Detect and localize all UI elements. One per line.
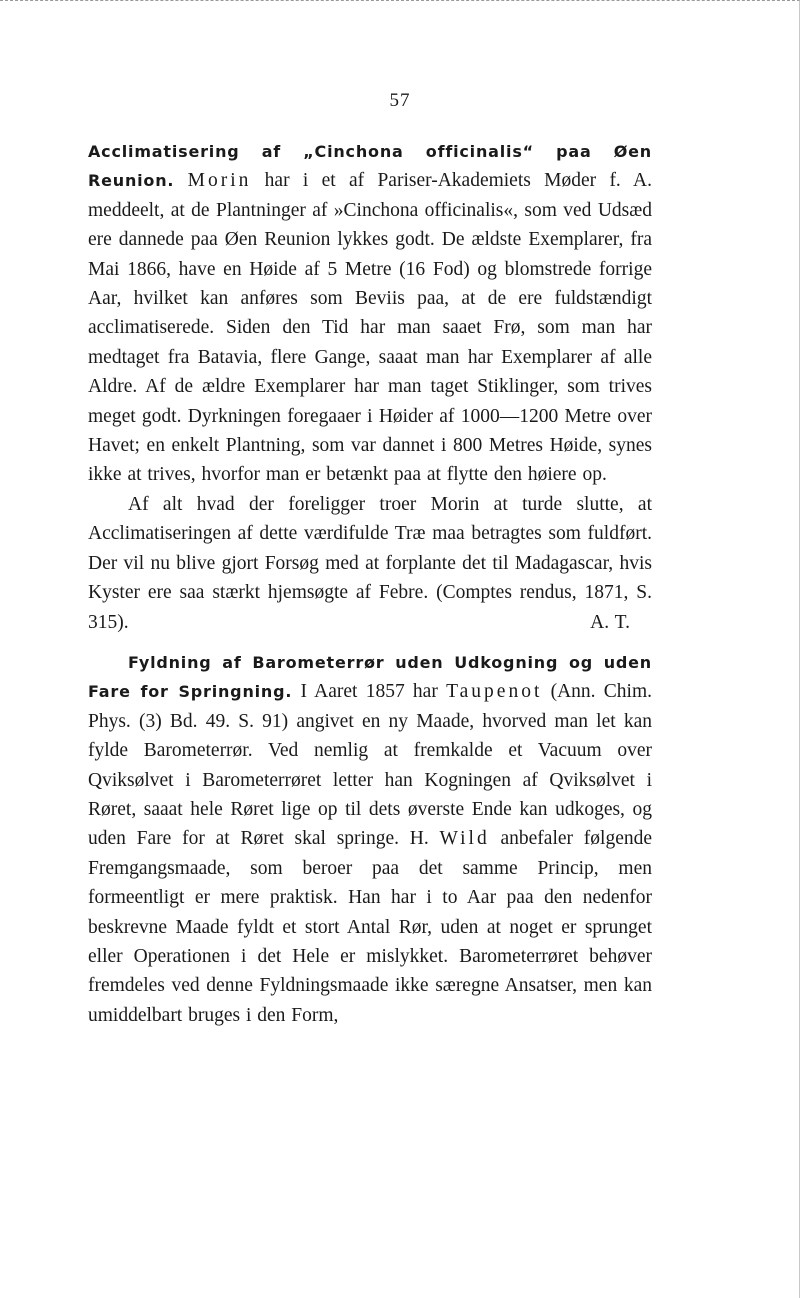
article-cinchona-paragraph-2 [88, 490, 652, 637]
text-column [88, 137, 652, 1030]
page-number: 57 [389, 90, 411, 111]
article-barometer-intro: I Aaret 1857 har [292, 681, 447, 703]
article-cinchona-paragraph-1 [88, 137, 652, 490]
signature: A. T. [590, 611, 630, 633]
article-cinchona-body-1: har i et af Pariser-Akademiets Møder f. A. meddeelt, at de Plantninger af »Cinchona officinalis«, som ved Udsæd ere dannede paa Øen Reunion lykkes godt. De ældste Exemplarer, fra Mai 1866, have en Høide af 5 Metre (16 Fod) og blomstrede forrige Aar, hvilket kan anføres som Beviis paa, at de ere fuldstændigt acclimatiserede. Siden den Tid har man saaet Frø, som man har medtaget fra Batavia, flere Gange, saaat man har Exemplarer af alle Aldre. Af de ældre Exemplarer har man taget Stiklinger, som trives meget godt. Dyrkningen foregaaer i Høider af 1000—1200 Metre over Havet; en enkelt Plantning, som var dannet i 800 Metres Høide, synes ikke at trives, hvorfor man er betænkt paa at flytte den høiere op. [88, 170, 652, 486]
article-barometer-paragraph [88, 648, 652, 1030]
author-wild: Wild [439, 828, 490, 850]
author-taupenot: Taupenot [446, 681, 543, 703]
article-barometer-heading: Fyldning af Barometerrør uden Udkogning og uden Fare for Springning. [88, 652, 652, 702]
article-barometer-body-1: (Ann. Chim. Phys. (3) Bd. 49. S. 91) angivet en ny Maade, hvorved man let kan fylde Barometerrør. Ved nemlig at fremkalde et Vacuum over Qviksølvet i Barometerrøret letter han Kogningen af Qviksølvet i Røret, saaat hele Røret lige op til dets øverste Ende kan udkoges, og uden Fare for at Røret skal springe. H. [88, 681, 653, 850]
author-morin: Morin [187, 170, 252, 192]
article-cinchona-heading: Acclimatisering af „Cinchona officinalis“ paa Øen Reunion. [88, 142, 652, 191]
article-barometer-body-2: anbefaler følgende Fremgangsmaade, som beroer paa det samme Princip, men formeentligt er mere praktisk. Han har i to Aar paa den nedenfor beskrevne Maade fyldt et stort Antal Rør, uden at noget er sprunget eller Operationen i det Hele er mislykket. Barometerrøret behøver fremdeles ved denne Fyldningsmaade ikke særegne Ansatser, men kan umiddelbart bruges i den Form, [88, 828, 653, 1026]
article-cinchona-body-2: Af alt hvad der foreligger troer Morin at turde slutte, at Acclimatiseringen af dette værdifulde Træ maa betragtes som fuldført. Der vil nu blive gjort Forsøg med at forplante det til Madagascar, hvis Kyster ere saa stærkt hjemsøgte af Febre. (Comptes rendus, 1871, S. 315). [88, 493, 652, 633]
